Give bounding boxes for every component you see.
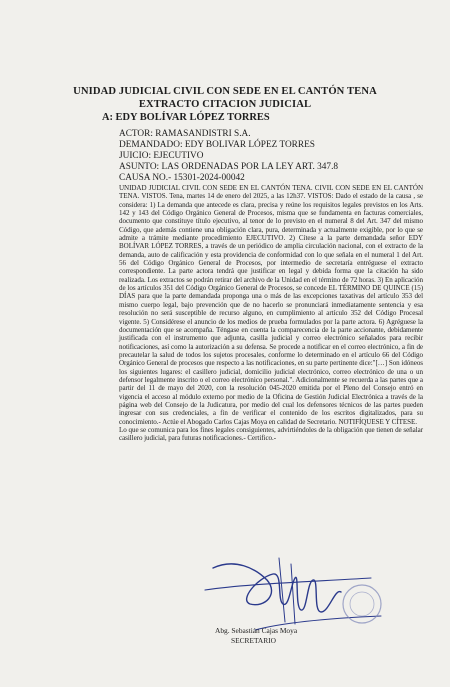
document-type-title: EXTRACTO CITACION JUDICIAL [138, 99, 312, 110]
demandado-field: DEMANDADO: EDY BOLIVAR LÓPEZ TORRES [119, 140, 315, 150]
signer-title: SECRETARIO [231, 636, 276, 645]
resolution-text [119, 184, 423, 443]
asunto-field: ASUNTO: LAS ORDENADAS POR LA LEY ART. 347.8 [119, 162, 339, 172]
addressee: A: EDY BOLÍVAR LÓPEZ TORRES [102, 112, 270, 123]
actor-field: ACTOR: RAMASANDISTRI S.A. [119, 129, 251, 139]
court-seal-stamp [340, 582, 384, 626]
juicio-field: JUICIO: EJECUTIVO [119, 151, 204, 161]
closing-paragraph: Lo que se comunica para los fines legales consiguientes, advirtiéndoles de la obligación que tienen de señalar casillero judicial, para futuras notificaciones.- Certifico.- [119, 425, 423, 443]
case-fields [119, 129, 338, 184]
causa-field: CAUSA NO.- 15301-2024-00042 [119, 173, 245, 183]
resolution-paragraph: UNIDAD JUDICIAL CIVIL CON SEDE EN EL CANTÓN TENA. CIVIL CON SEDE EN EL CANTÓN TENA. VISTOS. Tena, martes 14 de enero del 2025, a las 12h37. VISTOS: Dado el estado de la causa , se considera: 1) La demanda que antecede es clara, precisa y reúne los requisitos legales previstos en los Arts. 142 y 143 del Código Orgánico General de Procesos, misma que se fundamenta en facturas comerciales, documento que constituye título ejecutivo, al tenor de lo previsto en el numeral 8 del Art. 347 del mismo Código, que además contiene una obligación clara, pura, determinada y actualmente exigible, por lo que se admite a trámite mediante procedimiento EJECUTIVO. 2) Cítese a la parte demandada señor EDY BOLÍVAR LÓPEZ TORRES, a través de un periódico de amplia circulación nacional, con el extracto de la demanda, auto de calificación y esta providencia de conformidad con lo que señala en el numeral 1 del Art. 56 del Código Orgánico General de Procesos, por intermedio de secretaría entréguese el extracto correspondiente. La parte actora tendrá que justificar en legal y debida forma que la citación ha sido realizada. Los extractos se podrán retirar del archivo de la Unidad en el término de 72 horas. 3) En aplicación de los artículos 351 del Código Orgánico General de Procesos, se concede EL TÉRMINO DE QUINCE (15) DÍAS para que la parte demandada proponga una o más de las excepciones taxativas del artículo 353 del mismo cuerpo legal, bajo prevención que de no hacerlo se pronunciará inmediatamente sentencia y esa resolución no será susceptible de recurso alguno, en cumplimiento al artículo 352 del Código Procesal vigente. 5) Considérese el anuncio de los medios de prueba formulados por la parte actora. 6) Agréguese la documentación que se acompaña. Téngase en cuenta la comparecencia de la parte accionante, debidamente justificada con el instrumento que adjunta, casilla judicial y correo electrónico señalados para recibir notificaciones, así como la autorización a su defensa. Se procede a notificar en el correo electrónico, a fin de precautelar la salud de todos los sujetos procesales, conforme lo determinado en el artículo 66 del Código Orgánico General de procesos que respecto a las notificaciones, en su parte pertinente dice:"[…] Son idóneos los siguientes lugares: el casillero judicial, domicilio judicial electrónico, correo electrónico de una o un defensor legalmente inscrito o el correo electrónico personal.". Adicionalmente se recuerda a las partes que a partir del 11 de mayo del 2020, con la resolución 045-2020 emitida por el Pleno del Consejo entró en vigencia el acceso al módulo externo por medio de la Oficina de Gestión Judicial Electrónica a través de la página web del Consejo de la Judicatura, por medio del cual los defensores técnicos de las partes pueden ingresar con sus credenciales, a fin de verificar el contenido de los escritos digitalizados, para su conocimiento.- Actúe el Abogado Carlos Cajas Moya en calidad de Secretario. NOTIFÍQUESE Y CÍTESE. [119, 184, 423, 426]
signer-name: Abg. Sebastián Cajas Moya [215, 626, 298, 635]
court-title: UNIDAD JUDICIAL CIVIL CON SEDE EN EL CANTÓN TENA [73, 86, 377, 97]
